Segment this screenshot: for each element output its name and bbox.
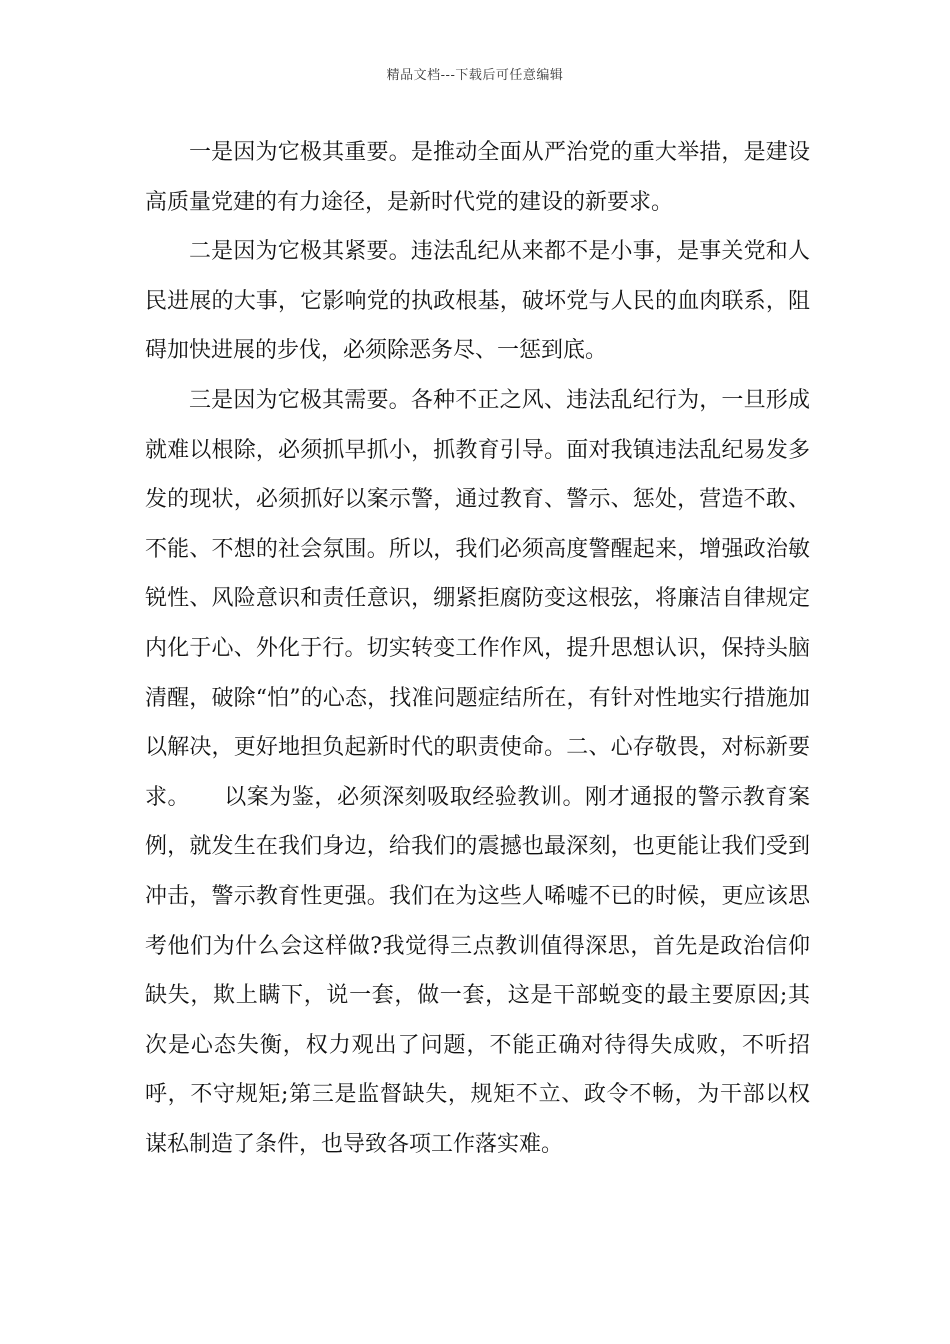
document-body: [145, 128, 810, 1169]
paragraph-1: 一是因为它极其重要。是推动全面从严治党的重大举措，是建设高质量党建的有力途径，是新时代党的建设的新要求。: [145, 140, 810, 215]
paragraph-3: 三是因为它极其需要。各种不正之风、违法乱纪行为，一旦形成就难以根除，必须抓早抓小，抓教育引导。面对我镇违法乱纪易发多发的现状，必须抓好以案示警，通过教育、警示、惩处，营造不敢、不能、不想的社会氛围。所以，我们必须高度警醒起来，增强政治敏锐性、风险意识和责任意识，绷紧拒腐防变这根弦，将廉洁自律规定内化于心、外化于行。切实转变工作作风，提升思想认识，保持头脑清醒，破除“怕”的心态，找准问题症结所在，有针对性地实行措施加以解决，更好地担负起新时代的职责使命。二、心存敬畏，对标新要求。 以案为鉴，必须深刻吸取经验教训。刚才通报的警示教育案例，就发生在我们身边，给我们的震撼也最深刻，也更能让我们受到冲击，警示教育性更强。我们在为这些人唏嘘不已的时候，更应该思考他们为什么会这样做?我觉得三点教训值得深思，首先是政治信仰缺失，欺上瞒下，说一套，做一套，这是干部蜕变的最主要原因;其次是心态失衡，权力观出了问题，不能正确对待得失成败，不听招呼，不守规矩;第三是监督缺失，规矩不立、政令不畅，为干部以权谋私制造了条件，也导致各项工作落实难。: [145, 387, 810, 1157]
paragraph-2: 二是因为它极其紧要。违法乱纪从来都不是小事，是事关党和人民进展的大事，它影响党的执政根基，破坏党与人民的血肉联系，阻碍加快进展的步伐，必须除恶务尽、一惩到底。: [145, 239, 810, 364]
page-header: 精品文档---下载后可任意编辑: [386, 68, 564, 83]
